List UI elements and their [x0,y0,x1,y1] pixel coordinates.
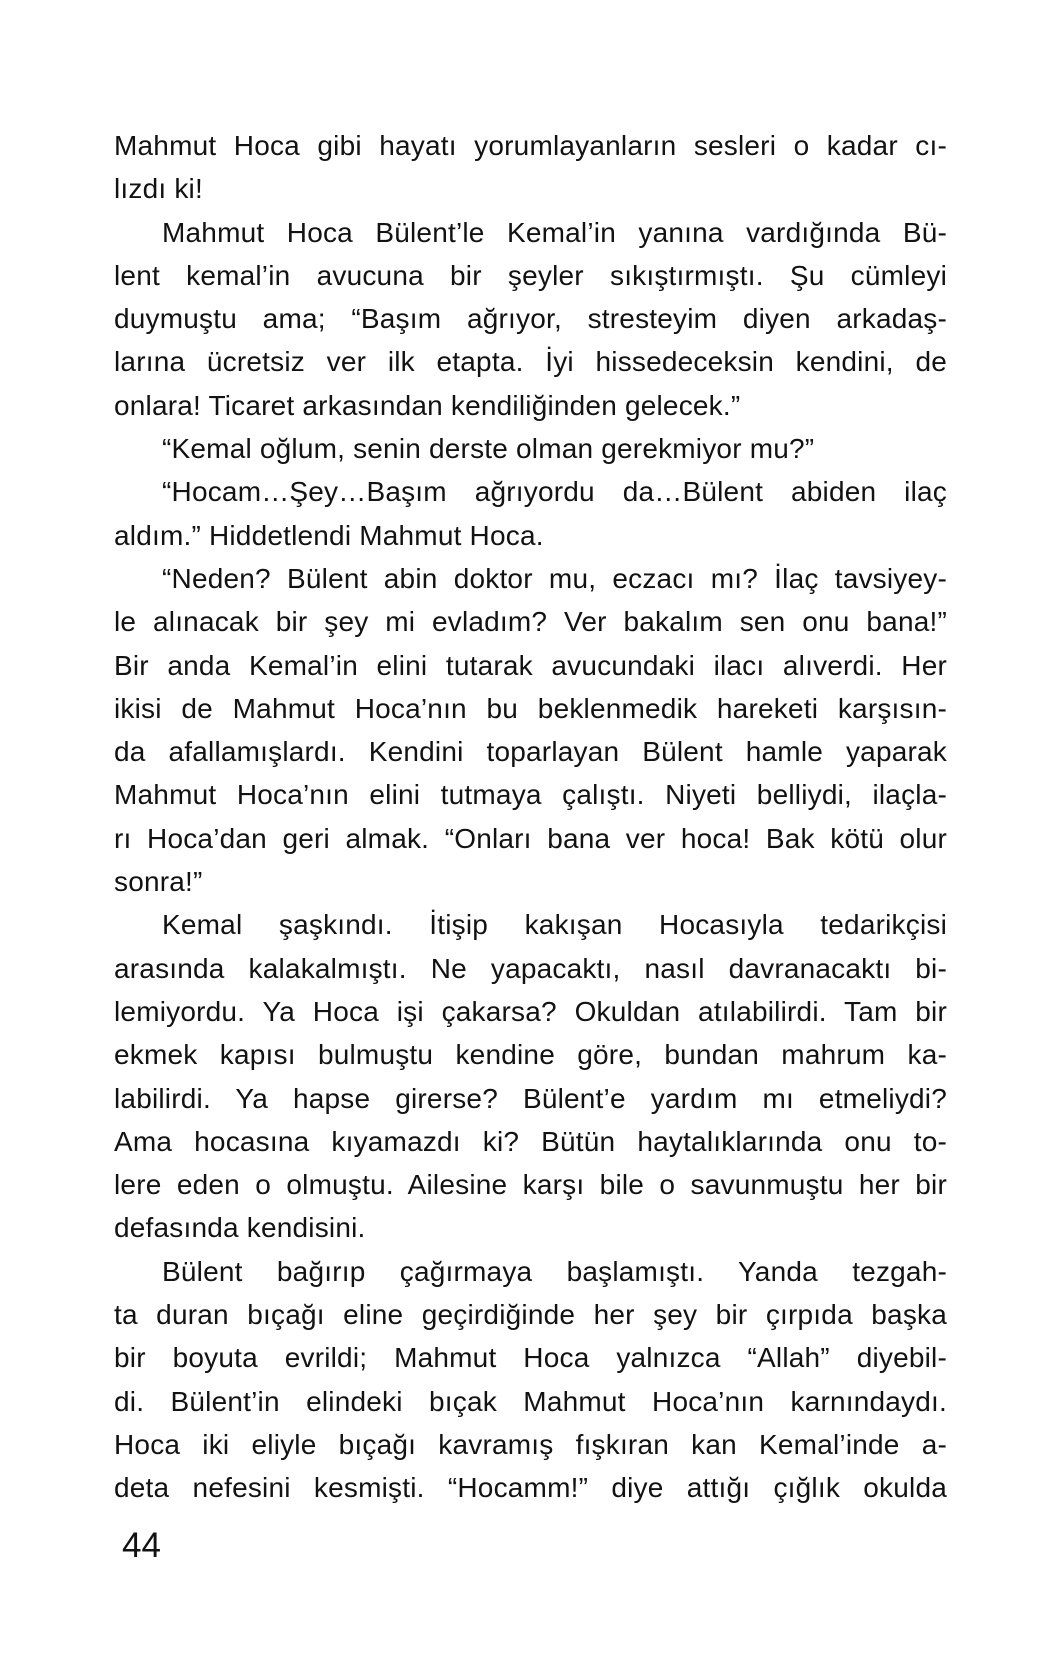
text-line: duymuştu ama; “Başım ağrıyor, stresteyim diyen arkadaş- [114,303,947,335]
text-line: Mahmut Hoca Bülent’le Kemal’in yanına vardığında Bü- [162,216,947,248]
text-line: “Neden? Bülent abin doktor mu, eczacı mı? İlaç tavsiyey- [162,562,947,594]
text-line: sonra!” [114,866,203,898]
text-line: Bülent bağırıp çağırmaya başlamıştı. Yanda tezgah- [162,1255,947,1287]
page-number: 44 [122,1526,161,1565]
text-line: ekmek kapısı bulmuştu kendine göre, bundan mahrum ka- [114,1039,947,1071]
text-line: larına ücretsiz ver ilk etapta. İyi hissedeceksin kendini, de [114,346,947,378]
text-line: Bir anda Kemal’in elini tutarak avucundaki ilacı alıverdi. Her [114,649,947,681]
text-line: ikisi de Mahmut Hoca’nın bu beklenmedik hareketi karşısın- [114,692,947,724]
text-line: Mahmut Hoca gibi hayatı yorumlayanların sesleri o kadar cı- [114,130,947,161]
text-line: di. Bülent’in elindeki bıçak Mahmut Hoca’nın karnındaydı. [114,1385,947,1417]
text-line: da afallamışlardı. Kendini toparlayan Bülent hamle yaparak [114,736,947,768]
text-line: aldım.” Hiddetlendi Mahmut Hoca. [114,519,544,551]
text-line: ta duran bıçağı eline geçirdiğinde her şey bir çırpıda başka [114,1299,947,1331]
text-line: lızdı ki! [114,173,203,205]
text-line: lemiyordu. Ya Hoca işi çakarsa? Okuldan atılabilirdi. Tam bir [114,995,947,1027]
text-line: deta nefesini kesmişti. “Hocamm!” diye attığı çığlık okulda [114,1472,947,1504]
text-line: “Hocam…Şey…Başım ağrıyordu da…Bülent abiden ilaç [162,476,947,508]
text-line: Mahmut Hoca’nın elini tutmaya çalıştı. Niyeti belliydi, ilaçla- [114,779,947,811]
text-line: rı Hoca’dan geri almak. “Onları bana ver hoca! Bak kötü olur [114,822,947,854]
text-line: lent kemal’in avucuna bir şeyler sıkıştırmıştı. Şu cümleyi [114,259,947,291]
text-line: le alınacak bir şey mi evladım? Ver bakalım sen onu bana!” [114,606,947,638]
text-line: Hoca iki eliyle bıçağı kavramış fışkıran kan Kemal’inde a- [114,1428,947,1460]
text-line: onlara! Ticaret arkasından kendiliğinden gelecek.” [114,389,741,421]
text-line: lere eden o olmuştu. Ailesine karşı bile o savunmuştu her bir [114,1169,947,1201]
text-line: Ama hocasına kıyamazdı ki? Bütün haytalıklarında onu to- [114,1125,947,1157]
text-line: defasında kendisini. [114,1212,366,1244]
text-line: arasında kalakalmıştı. Ne yapacaktı, nasıl davranacaktı bi- [114,952,947,984]
text-line: Kemal şaşkındı. İtişip kakışan Hocasıyla tedarikçisi [162,909,947,941]
page-text [114,124,947,1510]
text-line: “Kemal oğlum, senin derste olman gerekmiyor mu?” [162,433,815,465]
text-line: bir boyuta evrildi; Mahmut Hoca yalnızca “Allah” diyebil- [114,1342,947,1374]
text-line: labilirdi. Ya hapse girerse? Bülent’e yardım mı etmeliydi? [114,1082,947,1114]
